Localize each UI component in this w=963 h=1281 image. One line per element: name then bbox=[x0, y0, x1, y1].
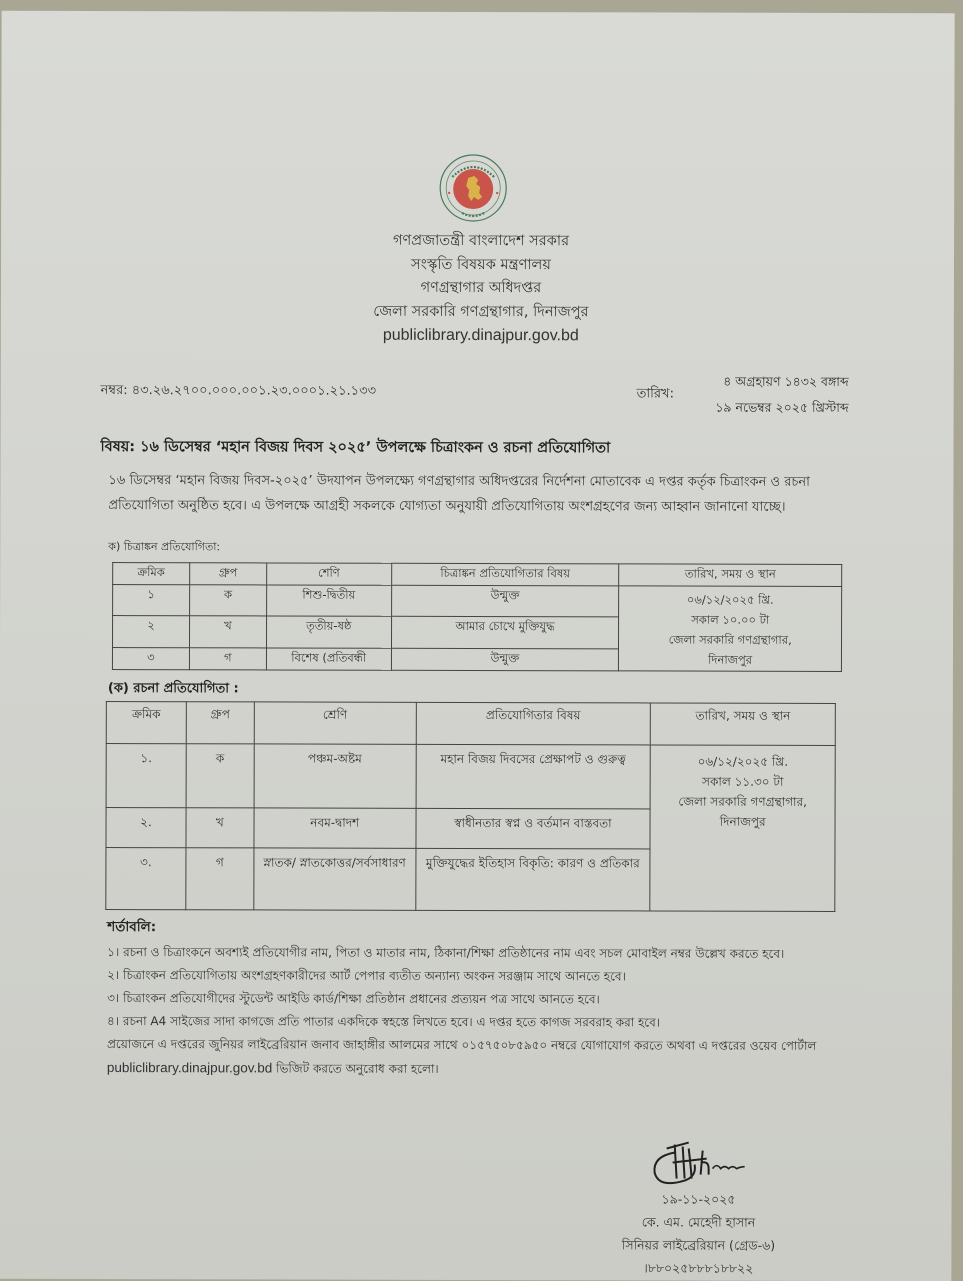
schedule-date: ০৬/১২/২০২৫ খ্রি. bbox=[697, 754, 789, 769]
letterhead bbox=[281, 229, 681, 348]
term-item: ৪। রচনা A4 সাইজের সাদা কাগজে প্রতি পাতার একদিকে স্বহস্তে লিখতে হবে। এ দপ্তর হতে কাগজ সরবরাহ করা হবে। bbox=[106, 1014, 661, 1030]
cell-serial: ১. bbox=[106, 744, 186, 808]
office-name: জেলা সরকারি গণগ্রন্থাগার, দিনাজপুর bbox=[373, 303, 589, 320]
contact-note bbox=[107, 1033, 847, 1082]
signatory-phone: ।৮৮০২৫৮৮৮১৮৮২২ bbox=[643, 1260, 754, 1276]
contact-note-text: প্রয়োজনে এ দপ্তরের জুনিয়র লাইব্রেরিয়ান জনাব জাহাঙ্গীর আলমের সাথে ০১৫৭৫০৮৫৯৫০ নম্বরে যোগাযোগ করতে অথবা এ দপ্তরের ওয়েব পোর্টাল bbox=[106, 1037, 817, 1053]
cell-class: পঞ্চম-অষ্টম bbox=[254, 744, 416, 808]
cell-schedule bbox=[650, 745, 835, 911]
cell-schedule bbox=[619, 586, 842, 672]
signatory-block bbox=[598, 1187, 798, 1280]
cell-topic: আমার চোখে মুক্তিযুদ্ধ bbox=[391, 617, 619, 649]
term-item: ১। রচনা ও চিত্রাংকনে অবশ্যই প্রতিযোগীর নাম, পিতা ও মাতার নাম, ঠিকানা/শিক্ষা প্রতিষ্ঠানের নাম এবং সচল মোবাইল নম্বর উল্লেখ করতে হবে। bbox=[107, 945, 785, 961]
signature-date: ১৯-১১-২০২৫ bbox=[661, 1191, 736, 1207]
term-item: ৩। চিত্রাংকন প্রতিযোগীদের স্টুডেন্ট আইডি কার্ড/শিক্ষা প্রতিষ্ঠান প্রধানের প্রত্যয়ন পত্র সাথে আনতে হবে। bbox=[107, 991, 600, 1007]
signatory-name: কে. এম. মেহেদী হাসান bbox=[641, 1214, 756, 1230]
schedule-venue: জেলা সরকারি গণগ্রন্থাগার, bbox=[678, 794, 807, 809]
cell-group: খ bbox=[186, 808, 254, 848]
cell-serial: ২. bbox=[106, 808, 186, 848]
body-paragraph: ১৬ ডিসেম্বর ‘মহান বিজয় দিবস-২০২৫’ উদযাপন উপলক্ষ্যে গণগ্রন্থাগার অধিদপ্তরের নির্দেশনা মোতাবেক এ দপ্তর কর্তৃক চিত্রাংকন ও রচনা প্রতিযোগিতা অনুষ্ঠিত হবে। এ উপলক্ষে আগ্রহী সকলকে যোগ্যতা অনুযায়ী প্রতিযোগিতায় অংশগ্রহণের জন্য আহ্বান জানানো যাচ্ছে। bbox=[108, 473, 810, 515]
cell-serial: ৩ bbox=[112, 647, 189, 669]
schedule-city: দিনাজপুর bbox=[719, 814, 766, 829]
office-website: publiclibrary.dinajpur.gov.bd bbox=[382, 326, 579, 345]
header-topic: চিত্রাঙ্কন প্রতিযোগিতার বিষয় bbox=[391, 563, 619, 586]
table-row bbox=[113, 585, 842, 618]
cell-group: গ bbox=[186, 848, 254, 910]
header-topic: প্রতিযোগিতার বিষয় bbox=[416, 702, 651, 745]
ministry-name: সংস্কৃতি বিষয়ক মন্ত্রণালয় bbox=[411, 256, 551, 273]
contact-note-end: ভিজিট করতে অনুরোধ করা হলো। bbox=[272, 1061, 439, 1076]
schedule-time: সকাল ১১.৩০ টা bbox=[702, 774, 784, 789]
table-row bbox=[106, 744, 835, 810]
cell-topic: উন্মুক্ত bbox=[391, 648, 619, 671]
cell-group: গ bbox=[189, 647, 266, 669]
header-schedule: তারিখ, সময় ও স্থান bbox=[619, 564, 842, 587]
bangladesh-government-seal-icon bbox=[438, 153, 508, 223]
memo-date bbox=[677, 369, 849, 421]
cell-class: স্নাতক/ স্নাতকোত্তর/সর্বসাধারণ bbox=[254, 848, 416, 910]
cell-class: বিশেষ (প্রতিবন্ধী bbox=[266, 648, 391, 671]
cell-serial: ৩. bbox=[106, 848, 186, 910]
date-label: তারিখ: bbox=[636, 386, 674, 402]
date-bangla: ৪ অগ্রহায়ণ ১৪৩২ বঙ্গাব্দ bbox=[723, 373, 849, 389]
header-serial: ক্রমিক bbox=[113, 563, 190, 585]
cell-class: তৃতীয়-ষষ্ঠ bbox=[266, 616, 391, 648]
department-name: গণগ্রন্থাগার অধিদপ্তর bbox=[420, 279, 542, 297]
header-schedule: তারিখ, সময় ও স্থান bbox=[650, 703, 835, 745]
date-gregorian: ১৯ নভেম্বর ২০২৫ খ্রিস্টাব্দ bbox=[715, 399, 849, 415]
cell-topic: মুক্তিযুদ্ধের ইতিহাস বিকৃতি: কারণ ও প্রতিকার bbox=[415, 848, 650, 911]
letter-page bbox=[0, 11, 955, 1281]
schedule-venue: জেলা সরকারি গণগ্রন্থাগার, bbox=[668, 632, 792, 647]
header-serial: ক্রমিক bbox=[106, 702, 186, 744]
cell-topic: স্বাধীনতার স্বপ্ন ও বর্তমান বাস্তবতা bbox=[416, 808, 651, 849]
cell-serial: ১ bbox=[113, 585, 190, 617]
cell-group: খ bbox=[189, 616, 266, 648]
cell-topic: মহান বিজয় দিবসের প্রেক্ষাপট ও গুরুত্ব bbox=[416, 744, 651, 809]
schedule-city: দিনাজপুর bbox=[708, 652, 753, 667]
drawing-section-label: ক) চিত্রাঙ্কন প্রতিযোগিতা: bbox=[108, 540, 221, 554]
header-class: শ্রেণি bbox=[254, 702, 416, 744]
cell-group: ক bbox=[186, 744, 254, 808]
signatory-designation: সিনিয়র লাইব্রেরিয়ান (গ্রেড-৬) bbox=[621, 1237, 776, 1253]
schedule-date: ০৬/১২/২০২৫ খ্রি. bbox=[686, 592, 774, 607]
essay-section-label: (ক) রচনা প্রতিযোগিতা : bbox=[107, 681, 239, 697]
subject-line: বিষয়: ১৬ ডিসেম্বর ‘মহান বিজয় দিবস ২০২৫’ উপলক্ষে চিত্রাংকন ও রচনা প্রতিযোগিতা bbox=[100, 439, 611, 457]
essay-competition-table bbox=[105, 701, 836, 912]
table-header-row bbox=[113, 563, 842, 587]
term-item: ২। চিত্রাংকন প্রতিযোগিতায় অংশগ্রহণকারীদের আর্ট পেপার ব্যতীত অন্যান্য অংকন সরঞ্জাম সাথে আনতে হবে। bbox=[107, 968, 626, 984]
web-portal-link[interactable]: publiclibrary.dinajpur.gov.bd bbox=[106, 1060, 273, 1076]
header-group: গ্রুপ bbox=[190, 563, 267, 585]
cell-serial: ২ bbox=[112, 616, 189, 648]
terms-title: শর্তাবলি: bbox=[107, 919, 157, 936]
table-header-row bbox=[106, 702, 835, 746]
signature-icon bbox=[645, 1134, 765, 1190]
schedule-time: সকাল ১০.০০ টা bbox=[691, 612, 770, 627]
cell-class: শিশু-দ্বিতীয় bbox=[266, 585, 391, 617]
cell-class: নবম-দ্বাদশ bbox=[254, 808, 416, 848]
cell-topic: উন্মুক্ত bbox=[391, 585, 619, 617]
government-name: গণপ্রজাতন্ত্রী বাংলাদেশ সরকার bbox=[393, 232, 570, 250]
memo-number: নম্বর: ৪৩.২৬.২৭০০.০০০.০০১.২৩.০০০১.২১.১৩৩ bbox=[100, 383, 377, 399]
header-class: শেণি bbox=[266, 563, 391, 585]
drawing-competition-table bbox=[112, 562, 842, 672]
header-group: গ্রুপ bbox=[186, 702, 254, 744]
cell-group: ক bbox=[189, 585, 266, 617]
terms-list bbox=[107, 941, 847, 1082]
